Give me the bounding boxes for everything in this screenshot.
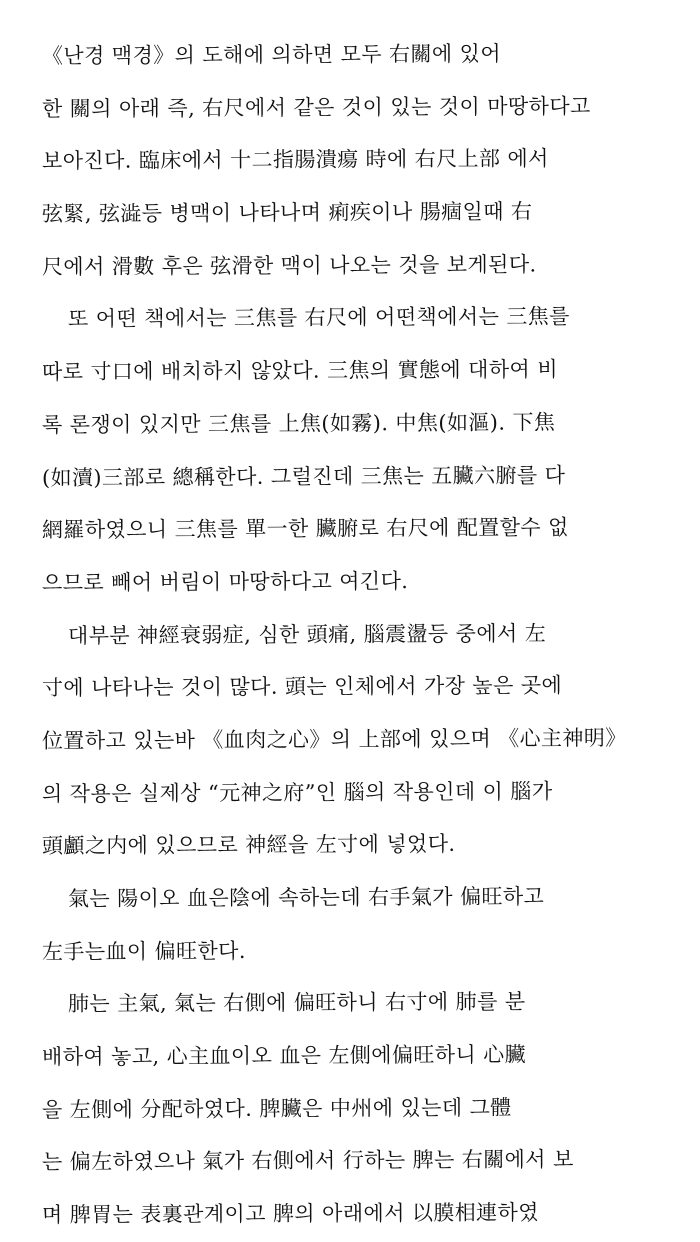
manuscript-line: 배하여 놓고, 心主血이오 血은 左側에偏旺하니 心臟: [41, 1042, 527, 1070]
manuscript-line: 網羅하였으니 三焦를 單一한 臟腑로 右尺에 配置할수 없: [41, 515, 569, 543]
manuscript-line: (如瀆)三部로 總稱한다. 그럴진데 三焦는 五臟六腑를 다: [41, 462, 566, 490]
manuscript-line: 寸에 나타나는 것이 많다. 頭는 인체에서 가장 높은 곳에: [41, 673, 563, 701]
manuscript-line: 록 론쟁이 있지만 三焦를 上焦(如霧). 中焦(如漚). 下焦: [41, 410, 556, 437]
manuscript-line: 尺에서 滑數 후은 弦滑한 맥이 나오는 것을 보게된다.: [41, 252, 537, 279]
manuscript-line: 며 脾胃는 表裏관계이고 脾의 아래에서 以膜相連하였: [41, 1200, 539, 1228]
manuscript-line: 《난경 맥경》의 도해에 의하면 모두 右關에 있어: [41, 41, 502, 68]
manuscript-line: 또 어떤 책에서는 三焦를 右尺에 어떤책에서는 三焦를: [67, 304, 570, 332]
manuscript-line: 보아진다. 臨床에서 十二指腸潰瘍 時에 右尺上部 에서: [41, 146, 549, 174]
manuscript-line: 氣는 陽이오 血은陰에 속하는데 右手氣가 偏旺하고: [67, 884, 545, 911]
manuscript-line: 肺는 主氣, 氣는 右側에 偏旺하니 右寸에 肺를 분: [67, 989, 526, 1017]
manuscript-line: 頭顱之内에 있으므로 神經을 左寸에 넣었다.: [41, 832, 456, 859]
manuscript-line: 을 左側에 分配하였다. 脾臟은 中州에 있는데 그體: [41, 1095, 512, 1122]
manuscript-line: 左手는血이 偏旺한다.: [41, 938, 246, 964]
manuscript-line: 位置하고 있는바 《血肉之心》의 上部에 있으며 《心主神明》: [41, 725, 627, 753]
manuscript-line: 의 작용은 실제상 “元神之府”인 腦의 작용인데 이 腦가: [41, 778, 553, 806]
manuscript-line: 따로 寸口에 배치하지 않았다. 三焦의 實態에 대하여 비: [41, 357, 559, 385]
manuscript-line: 대부분 神經衰弱症, 심한 頭痛, 腦震盪등 중에서 左: [67, 620, 547, 648]
manuscript-line: 는 偏左하였으나 氣가 右側에서 行하는 脾는 右關에서 보: [41, 1147, 574, 1175]
manuscript-line: 으므로 빼어 버림이 마땅하다고 여긴다.: [41, 568, 409, 595]
manuscript-line: 弦緊, 弦澁등 병맥이 나타나며 痢疾이나 腸痼일때 右: [41, 199, 533, 227]
manuscript-line: 한 關의 아래 즉, 右尺에서 같은 것이 있는 것이 마땅하다고: [41, 93, 591, 121]
